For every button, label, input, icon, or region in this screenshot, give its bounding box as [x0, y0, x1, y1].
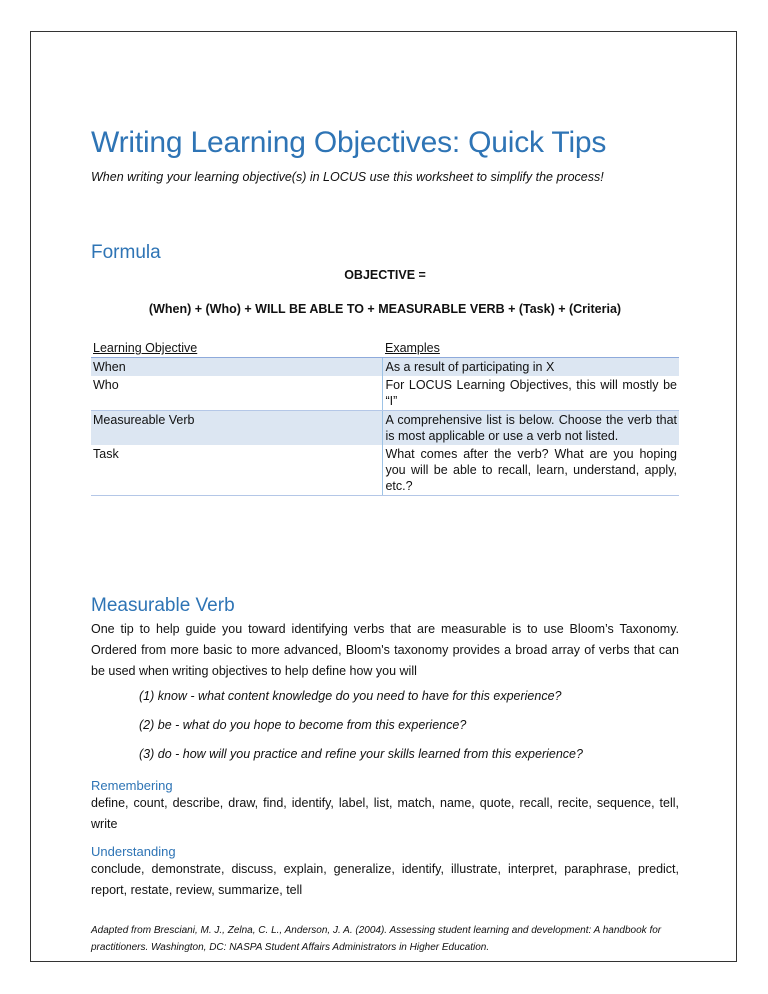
- row-example: What comes after the verb? What are you hoping you will be able to recall, learn, understand, apply, etc.?: [383, 445, 679, 496]
- point-know: (1) know - what content knowledge do you need to have for this experience?: [139, 689, 562, 703]
- category-remembering-verbs: define, count, describe, draw, find, identify, label, list, match, name, quote, recall, recite, sequence, tell, write: [91, 796, 679, 831]
- row-example: As a result of participating in X: [383, 358, 679, 377]
- row-term: Who: [91, 376, 383, 411]
- category-understanding-verbs: conclude, demonstrate, discuss, explain, generalize, identify, illustrate, interpret, paraphrase, predict, report, restate, review, summarize, tell: [91, 862, 679, 897]
- measurable-verb-intro: One tip to help guide you toward identifying verbs that are measurable is to use Bloom’s Taxonomy. Ordered from more basic to more advanced, Bloom's taxonomy provides a broad array of verbs that can be used when writing objectives to help define how you will: [91, 622, 679, 678]
- row-term: Task: [91, 445, 383, 496]
- point-be: (2) be - what do you hope to become from this experience?: [139, 718, 467, 732]
- table-header-row: [91, 339, 679, 358]
- table-header-cell: [383, 339, 679, 358]
- table-row: [91, 411, 679, 446]
- document-subtitle: When writing your learning objective(s) in LOCUS use this worksheet to simplify the process!: [91, 170, 604, 184]
- objective-line: OBJECTIVE =: [344, 268, 426, 282]
- measurable-verb-heading: Measurable Verb: [91, 595, 235, 616]
- point-do: (3) do - how will you practice and refine your skills learned from this experience?: [139, 747, 583, 761]
- citation-footer: Adapted from Bresciani, M. J., Zelna, C. L., Anderson, J. A. (2004). Assessing student learning and development: A handbook for practitioners. Washington, DC: NASPA Student Affairs Administrators in Higher Education.: [91, 925, 662, 953]
- table-row: [91, 358, 679, 377]
- document-title: Writing Learning Objectives: Quick Tips: [91, 126, 607, 159]
- learning-objective-table: [91, 339, 679, 496]
- header-learning-objective: Learning Objective: [93, 341, 198, 355]
- header-examples: Examples: [384, 341, 440, 355]
- category-remembering-heading: Remembering: [91, 778, 173, 793]
- table-row: [91, 445, 679, 496]
- table-row: [91, 376, 679, 411]
- document-page: [30, 31, 737, 962]
- row-example: For LOCUS Learning Objectives, this will mostly be “I”: [383, 376, 679, 411]
- category-understanding-heading: Understanding: [91, 844, 176, 859]
- row-term: When: [91, 358, 383, 377]
- row-example: A comprehensive list is below. Choose the verb that is most applicable or use a verb not listed.: [383, 411, 679, 446]
- table-header-cell: [91, 339, 383, 358]
- formula-equation: (When) + (Who) + WILL BE ABLE TO + MEASURABLE VERB + (Task) + (Criteria): [148, 302, 622, 316]
- row-term: Measureable Verb: [91, 411, 383, 446]
- formula-heading: Formula: [91, 242, 161, 263]
